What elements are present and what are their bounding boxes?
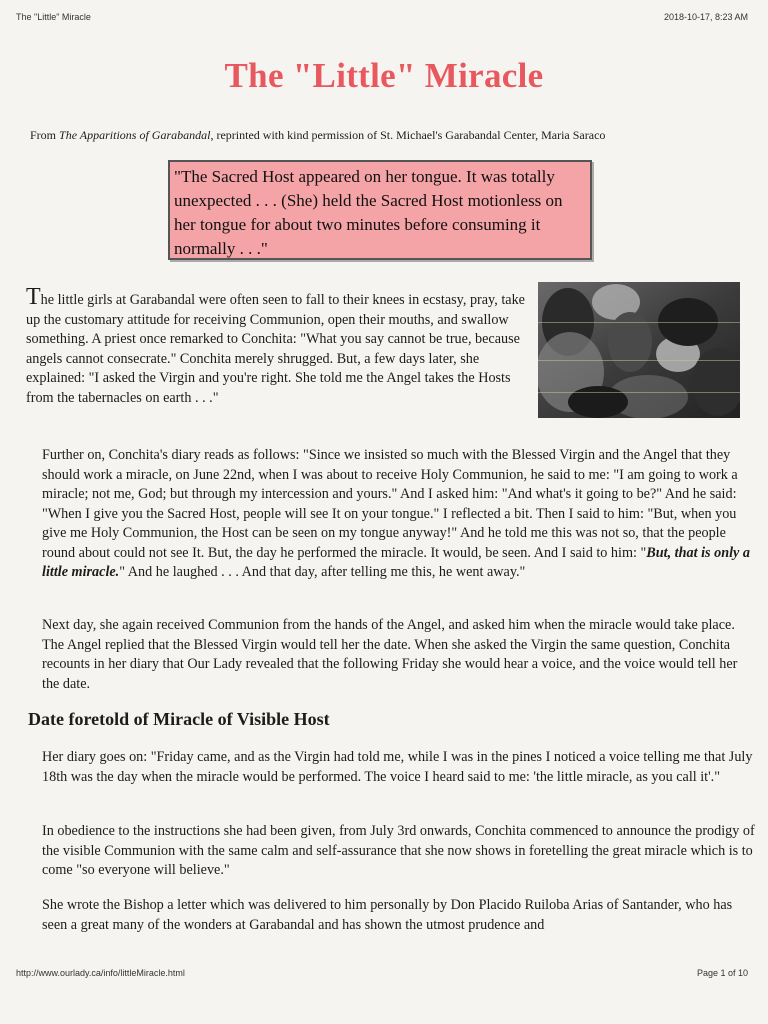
page-title: The "Little" Miracle [224, 56, 544, 95]
paragraph-2-text-a: Further on, Conchita's diary reads as follows: "Since we insisted so much with the Blessed Virgin and the Angel that they should work a miracle, on June 22nd, when I was about to receive Holy Communion, he said to me: "I am going to work a miracle; not me, God; but through my intercession and yours." And I asked him: "And what's it going to be?" And he said: "When I give you the Sacred Host, people will see It on your tongue." I reflected a bit. Then I said to him: "But, when you give me Holy Communion, the Host can be seen on my tongue anyway!" And he told me this was not so, that the people round about could not see It. But, the day he performed the miracle. It would, be seen. And I said to him: " [42, 447, 738, 561]
paragraph-2-emphasis: But, that is only a little miracle. [42, 544, 750, 580]
photo-of-girls-in-ecstasy-icon [538, 282, 740, 418]
footer-url-link[interactable]: http://www.ourlady.ca/info/littleMiracle.html [16, 968, 185, 978]
footer-page-number: Page 1 of 10 [696, 968, 748, 978]
section-heading: Date foretold of Miracle of Visible Host [28, 709, 330, 729]
paragraph-6: She wrote the Bishop a letter which was delivered to him personally by Don Placido Ruiloba Arias of Santander, who has seen a great many of the wonders at Garabandal and has shown the utmost prudence and [42, 897, 733, 933]
paragraph-4: Her diary goes on: "Friday came, and as the Virgin had told me, while I was in the pines I noticed a voice telling me that July 18th was the day when the miracle would be performed. The voice I heard said to me: 'the little miracle, as you call it'." [42, 749, 753, 785]
paragraph-3: Next day, she again received Communion from the hands of the Angel, and asked him when the miracle would take place. The Angel replied that the Blessed Virgin would tell her the date. When she asked the Virgin the same question, Conchita recounts in her diary that Our Lady revealed that the following Friday she would hear a voice, and the voice would tell her the date. [42, 617, 738, 692]
source-book-title: The Apparitions of Garabandal [59, 128, 211, 142]
source-credit [30, 128, 750, 142]
paragraph-1 [26, 284, 526, 408]
photo-image [538, 282, 740, 418]
pull-quote-box: "The Sacred Host appeared on her tongue. It was totally unexpected . . . (She) held the Sacred Host motionless on her tongue for about two minutes before consuming it normally . . ." [168, 160, 592, 260]
drop-cap: T [26, 284, 41, 310]
paragraph-2-text-b: " And he laughed . . . And that day, after telling me this, he went away." [119, 564, 526, 580]
header-page-title: The "Little" Miracle [16, 12, 91, 22]
paragraph-1-text: he little girls at Garabandal were often seen to fall to their knees in ecstasy, pray, take up the customary attitude for receiving Communion, open their mouths, and swallow something. A priest once remarked to Conchita: "What you say cannot be true, because angels cannot consecrate." Conchita merely shrugged. But, a few days later, she explained: "I asked the Virgin and you're right. She told me the Angel takes the Hosts from the tabernacles on earth . . ." [26, 292, 525, 406]
paragraph-2 [26, 446, 756, 583]
source-suffix: , reprinted with kind permission of St. Michael's Garabandal Center, Maria Saraco [210, 128, 606, 142]
source-prefix: From [30, 128, 60, 142]
header-timestamp: 2018-10-17, 8:23 AM [663, 12, 748, 22]
paragraph-5: In obedience to the instructions she had been given, from July 3rd onwards, Conchita commenced to announce the prodigy of the visible Communion with the same calm and self-assurance that she now shows in foretelling the great miracle which is to come "so everyone will believe." [42, 823, 755, 878]
